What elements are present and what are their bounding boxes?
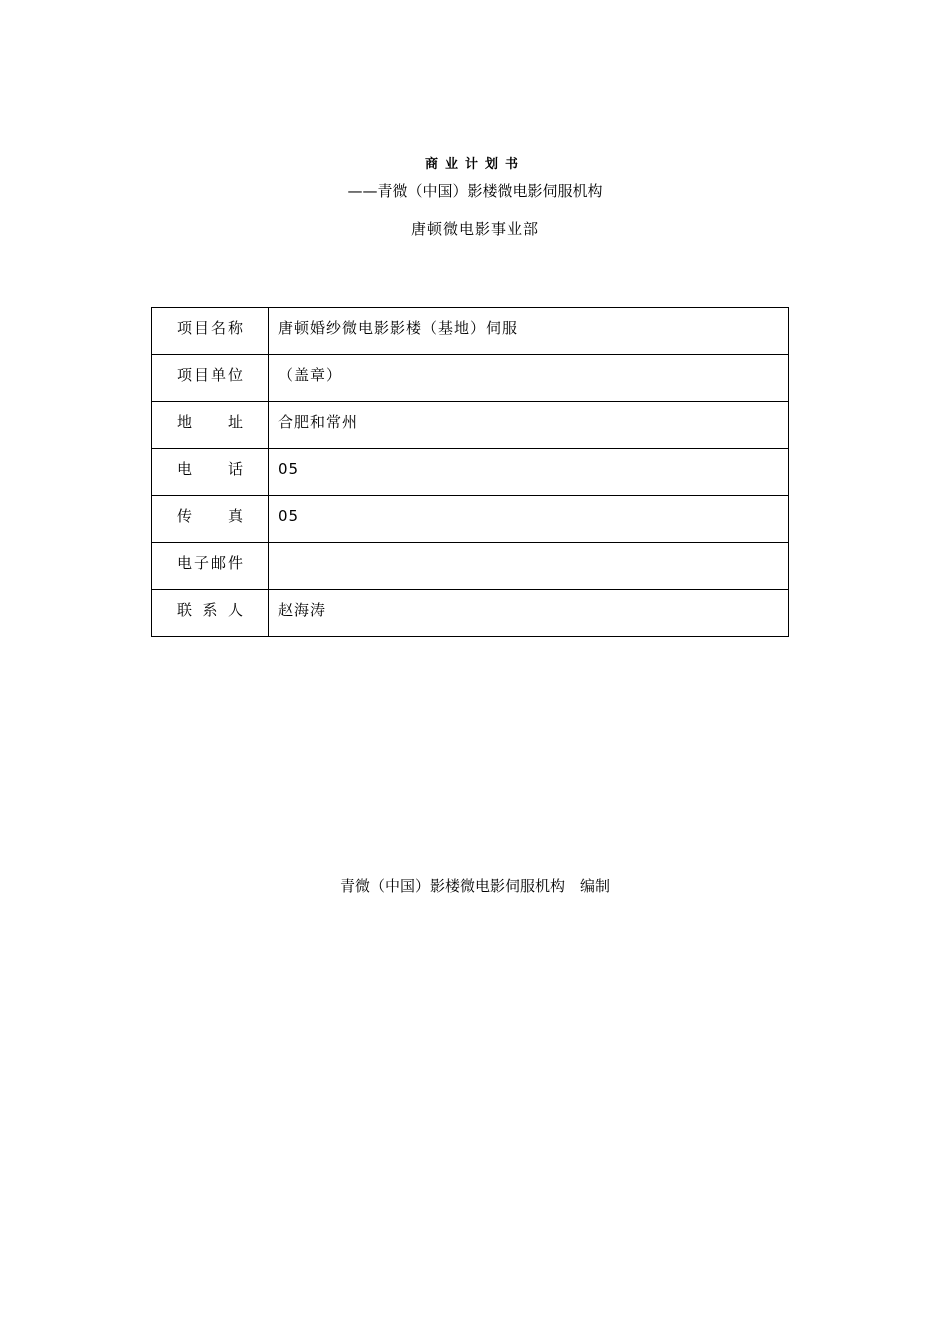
project-unit-label: 项目单位 [177, 366, 243, 384]
table-row [152, 402, 789, 449]
label-cell [152, 543, 269, 590]
label-cell [152, 355, 269, 402]
document-subtitle: ——青微（中国）影楼微电影伺服机构 [347, 182, 603, 200]
label-cell [152, 308, 269, 355]
project-info-table [151, 307, 789, 637]
label-cell [152, 496, 269, 543]
table-row [152, 543, 789, 590]
contact-person-label: 联系人 [177, 601, 243, 619]
email-value [269, 543, 789, 590]
label-cell [152, 402, 269, 449]
department-name: 唐顿微电影事业部 [410, 220, 539, 238]
phone-value: 05 [269, 449, 789, 496]
email-label: 电子邮件 [177, 554, 243, 572]
document-title: 商业计划书 [424, 157, 525, 172]
phone-label: 电话 [177, 460, 243, 478]
fax-label: 传真 [177, 507, 243, 525]
table-row [152, 355, 789, 402]
table-row [152, 590, 789, 637]
table-row [152, 496, 789, 543]
project-name-value: 唐顿婚纱微电影影楼（基地）伺服 [269, 308, 789, 355]
label-cell [152, 590, 269, 637]
address-value: 合肥和常州 [269, 402, 789, 449]
document-footer: 青微（中国）影楼微电影伺服机构 编制 [339, 877, 610, 895]
contact-person-value: 赵海涛 [269, 590, 789, 637]
address-label: 地址 [177, 413, 243, 431]
project-unit-value: （盖章） [269, 355, 789, 402]
project-name-label: 项目名称 [177, 319, 243, 337]
label-cell [152, 449, 269, 496]
table-row [152, 308, 789, 355]
fax-value: 05 [269, 496, 789, 543]
table-row [152, 449, 789, 496]
